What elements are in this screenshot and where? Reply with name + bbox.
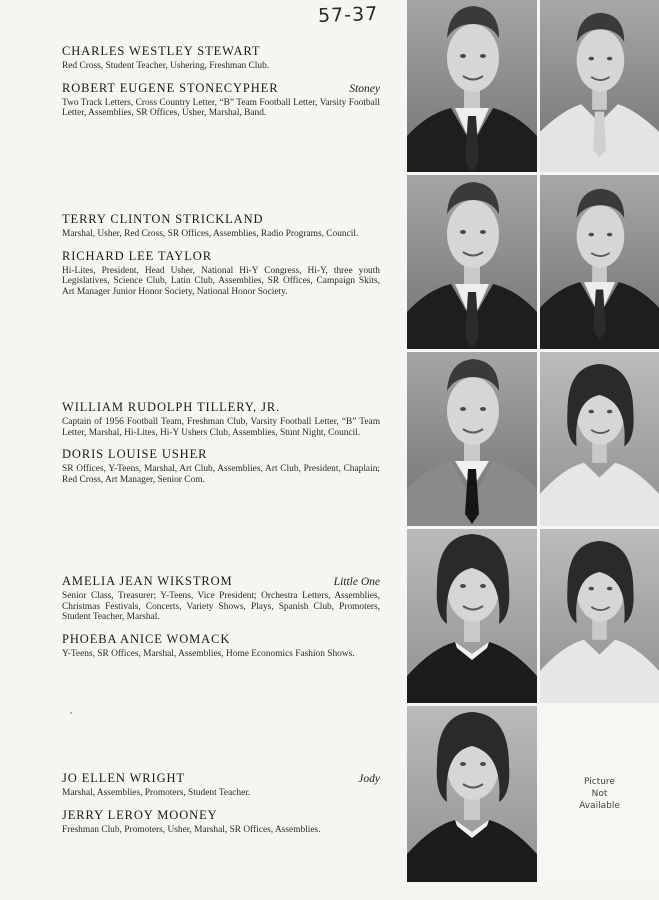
portrait-silhouette bbox=[540, 352, 659, 526]
placeholder-line: Not bbox=[591, 789, 608, 799]
portrait-silhouette bbox=[407, 0, 537, 172]
group-4-text bbox=[62, 574, 380, 668]
student-activities: SR Offices, Y-Teens, Marshal, Art Club, Assemblies, Art Club, President, Chaplain; Red Cross, Art Manager, Senior Com. bbox=[62, 464, 380, 485]
student-entry bbox=[62, 808, 380, 836]
page-number: 57-37 bbox=[317, 2, 379, 28]
portrait-silhouette bbox=[540, 529, 659, 703]
student-entry bbox=[62, 400, 380, 438]
student-activities: Captain of 1956 Football Team, Freshman Club, Varsity Football Letter, “B” Team Letter, Marshal, Hi-Lites, Hi-Y Ushers Club, Assemblies, Stunt Night, Council. bbox=[62, 417, 380, 438]
student-entry bbox=[62, 447, 380, 485]
portrait-photo bbox=[407, 352, 537, 526]
portrait-photo bbox=[540, 352, 659, 526]
student-activities: Freshman Club, Promoters, Usher, Marshal, SR Offices, Assemblies. bbox=[62, 824, 321, 835]
student-nickname: Stoney bbox=[349, 82, 380, 95]
student-activities: Two Track Letters, Cross Country Letter, “B” Team Football Letter, Varsity Football Letter, Assemblies, SR Offices, Usher, Marshal, Band. bbox=[62, 97, 380, 119]
student-name: JERRY LEROY MOONEY bbox=[62, 807, 218, 822]
picture-not-available bbox=[540, 706, 659, 882]
student-entry bbox=[62, 574, 380, 623]
photo-grid bbox=[405, 0, 659, 884]
student-name: CHARLES WESTLEY STEWART bbox=[62, 44, 261, 58]
group-1-text bbox=[62, 44, 380, 128]
student-entry bbox=[62, 771, 380, 799]
group-3-text bbox=[62, 400, 380, 494]
student-entry bbox=[62, 81, 380, 119]
portrait-photo bbox=[407, 529, 537, 703]
student-activities: Marshal, Usher, Red Cross, SR Offices, Assemblies, Radio Programs, Council. bbox=[62, 229, 359, 239]
student-nickname: Jody bbox=[358, 773, 380, 785]
portrait-silhouette bbox=[407, 706, 537, 882]
portrait-photo bbox=[540, 175, 659, 349]
portrait-silhouette bbox=[407, 529, 537, 703]
student-entry bbox=[62, 249, 380, 298]
portrait-silhouette bbox=[540, 175, 659, 349]
student-activities: Marshal, Assemblies, Promoters, Student Teacher. bbox=[62, 788, 251, 798]
student-activities: Hi-Lites, President, Head Usher, National Hi-Y Congress, Hi-Y, three youth Legislatives, Science Club, Latin Club, Assemblies, SR Offices, Campaign Skits, Art Manager Junior Honor Society, National Honor Society. bbox=[62, 265, 380, 297]
student-name: RICHARD LEE TAYLOR bbox=[62, 248, 212, 263]
portrait-silhouette bbox=[540, 0, 659, 172]
placeholder-line: Available bbox=[579, 801, 620, 811]
student-name: ROBERT EUGENE STONECYPHER bbox=[62, 80, 279, 95]
portrait-silhouette bbox=[407, 352, 537, 526]
student-name: DORIS LOUISE USHER bbox=[62, 447, 208, 462]
student-entry bbox=[62, 632, 380, 660]
portrait-silhouette bbox=[407, 175, 537, 349]
student-activities: Red Cross, Student Teacher, Ushering, Freshman Club. bbox=[62, 61, 270, 71]
student-nickname: Little One bbox=[333, 576, 380, 588]
portrait-photo bbox=[540, 529, 659, 703]
student-entry bbox=[62, 212, 380, 240]
portrait-photo bbox=[540, 0, 659, 172]
group-5-text bbox=[62, 771, 380, 844]
student-name: WILLIAM RUDOLPH TILLERY, JR. bbox=[62, 400, 281, 414]
student-name: AMELIA JEAN WIKSTROM bbox=[62, 574, 233, 588]
portrait-photo bbox=[407, 0, 537, 172]
portrait-photo bbox=[407, 706, 537, 882]
student-activities: Senior Class, Treasurer; Y-Teens, Vice President; Orchestra Letters, Assemblies, Christmas Festivals, Concerts, Variety Shows, Plays, Spanish Club, Promoters, Student Teacher, Marshal. bbox=[62, 591, 380, 623]
placeholder-line: Picture bbox=[584, 777, 615, 787]
portrait-photo bbox=[407, 175, 537, 349]
student-name: JO ELLEN WRIGHT bbox=[62, 771, 185, 785]
student-activities: Y-Teens, SR Offices, Marshal, Assemblies, Home Economics Fashion Shows. bbox=[62, 648, 355, 659]
student-entry bbox=[62, 44, 380, 72]
student-name: TERRY CLINTON STRICKLAND bbox=[62, 212, 264, 226]
print-speck bbox=[70, 712, 72, 714]
group-2-text bbox=[62, 212, 380, 306]
student-name: PHOEBA ANICE WOMACK bbox=[62, 631, 231, 646]
